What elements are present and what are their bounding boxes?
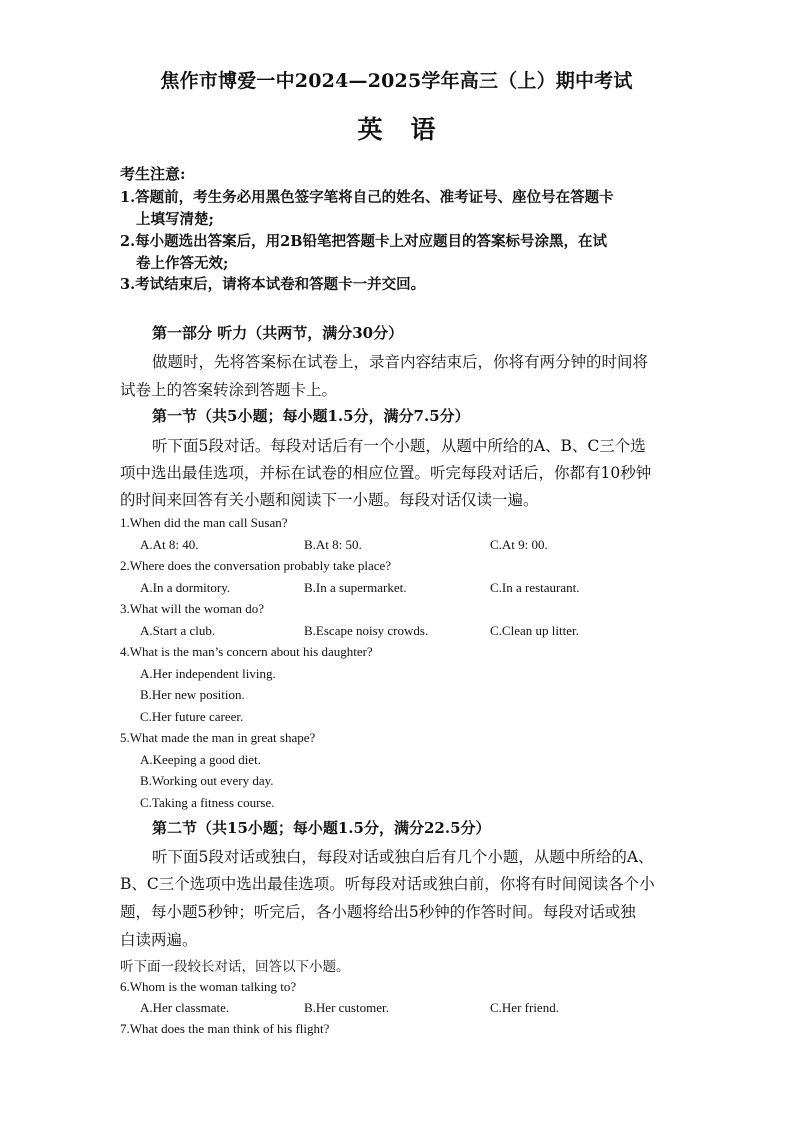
section2-heading: 第二节（共15小题；每小题1.5分，满分22.5分） (152, 819, 491, 837)
subject-title: 英语 (357, 115, 464, 144)
section2-instruction: 听下面一段较长对话，回答以下小题。 (120, 959, 350, 975)
option-a: A.Start a club. (140, 623, 216, 638)
question-stem: 1.When did the man call Susan? (120, 515, 288, 530)
option-c: C.Her friend. (490, 1000, 559, 1015)
section1-intro-1: 听下面5段对话。每段对话后有一个小题，从题中所给的A、B、C三个选 (152, 437, 646, 455)
section2-intro-2: B、C三个选项中选出最佳选项。听每段对话或独白前，你将有时间阅读各个小 (120, 875, 655, 893)
option-c: C.Her future career. (140, 709, 244, 724)
exam-title: 焦作市博爱一中2024—2025学年高三（上）期中考试 (160, 70, 633, 92)
option-a: A.Her classmate. (140, 1000, 230, 1015)
question-stem: 7.What does the man think of his flight? (120, 1021, 330, 1036)
option-c: C.In a restaurant. (490, 580, 580, 595)
notice-item-1-cont: 上填写清楚; (136, 211, 214, 228)
option-c: C.At 9: 00. (490, 537, 548, 552)
notice-item-2-cont: 卷上作答无效; (136, 255, 229, 272)
option-a: A.Her independent living. (140, 666, 276, 681)
option-b: B.Escape noisy crowds. (304, 623, 429, 638)
option-c: C.Clean up litter. (490, 623, 579, 638)
part1-heading: 第一部分 听力（共两节，满分30分） (152, 324, 404, 342)
notice-heading: 考生注意: (120, 165, 186, 183)
notice-item-2: 2.每小题选出答案后，用2B铅笔把答题卡上对应题目的答案标号涂黑，在试 (120, 233, 607, 250)
option-a: A.In a dormitory. (140, 580, 231, 595)
notice-item-1: 1.答题前，考生务必用黑色签字笔将自己的姓名、准考证号、座位号在答题卡 (120, 189, 614, 206)
section2-intro-4: 白读两遍。 (120, 931, 198, 949)
question-stem: 5.What made the man in great shape? (120, 730, 316, 745)
option-b: B.In a supermarket. (304, 580, 407, 595)
section2-intro-1: 听下面5段对话或独白，每段对话或独白后有几个小题，从题中所给的A、 (152, 848, 654, 866)
option-b: B.At 8: 50. (304, 537, 362, 552)
part1-intro-1: 做题时，先将答案标在试卷上，录音内容结束后，你将有两分钟的时间将 (152, 353, 649, 371)
option-b: B.Her new position. (140, 687, 245, 702)
section1-intro-2: 项中选出最佳选项，并标在试卷的相应位置。听完每段对话后，你都有10秒钟 (120, 464, 652, 482)
option-b: B.Her customer. (304, 1000, 389, 1015)
option-c: C.Taking a fitness course. (140, 795, 275, 810)
option-a: A.Keeping a good diet. (140, 752, 261, 767)
option-a: A.At 8: 40. (140, 537, 199, 552)
section1-intro-3: 的时间来回答有关小题和阅读下一小题。每段对话仅读一遍。 (120, 491, 539, 509)
option-b: B.Working out every day. (140, 773, 274, 788)
question-stem: 4.What is the man’s concern about his daughter? (120, 644, 373, 659)
section1-heading: 第一节（共5小题；每小题1.5分，满分7.5分） (152, 407, 470, 425)
notice-item-3: 3.考试结束后，请将本试卷和答题卡一并交回。 (120, 276, 426, 293)
question-stem: 6.Whom is the woman talking to? (120, 979, 297, 994)
question-stem: 2.Where does the conversation probably take place? (120, 558, 392, 573)
section2-intro-3: 题，每小题5秒钟；听完后，各小题将给出5秒钟的作答时间。每段对话或独 (120, 903, 636, 921)
part1-intro-2: 试卷上的答案转涂到答题卡上。 (120, 381, 338, 399)
question-stem: 3.What will the woman do? (120, 601, 265, 616)
